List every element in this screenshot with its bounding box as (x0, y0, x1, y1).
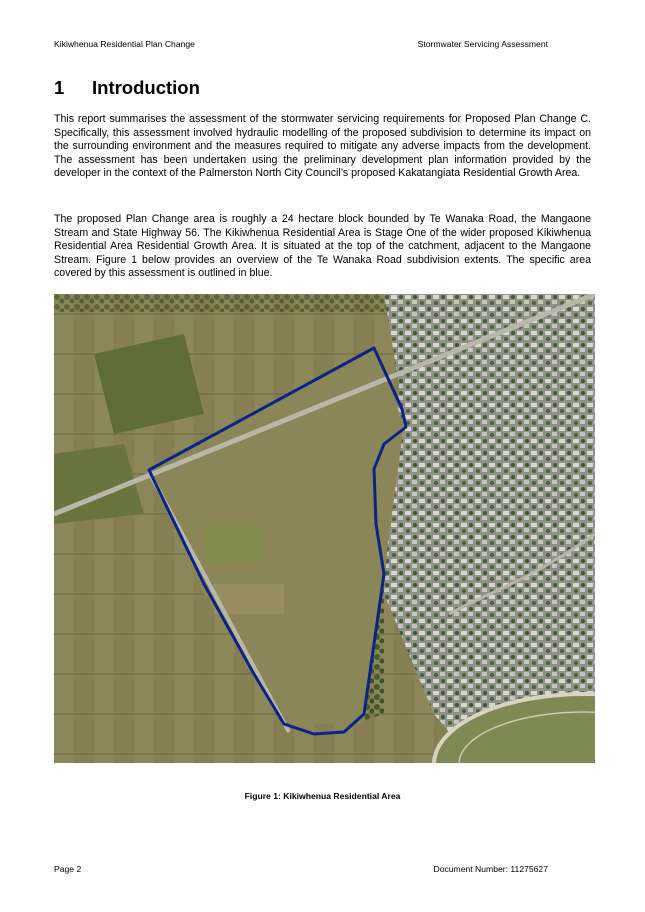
section-heading (54, 77, 200, 99)
document-number: Document Number: 11275627 (433, 864, 548, 874)
page-number: Page 2 (54, 864, 82, 874)
section-title: Introduction (92, 77, 200, 98)
intro-paragraph-1: This report summarises the assessment of the stormwater servicing requirements for Proposed Plan Change C. Specifically, this assessment involved hydraulic modelling of the proposed subdivision to determine its impact on the surrounding environment and the measures required to mitigate any adverse impacts from the development. The assessment has been undertaken using the preliminary development plan information provided by the developer in the context of the Palmerston North City Council’s proposed Kakatangiata Residential Growth Area. (54, 113, 591, 180)
intro-paragraph-2: The proposed Plan Change area is roughly a 24 hectare block bounded by Te Wanaka Road, the Mangaone Stream and State Highway 56. The Kikiwhenua Residential Area is Stage One of the wider proposed Kikiwhenua Residential Area Residential Growth Area. It is situated at the top of the catchment, adjacent to the Mangaone Stream. Figure 1 below provides an overview of the Te Wanaka Road subdivision extents. The specific area covered by this assessment is outlined in blue. (54, 213, 591, 280)
section-number: 1 (54, 77, 65, 98)
running-header-title: Kikiwhenua Residential Plan Change (54, 39, 195, 49)
figure-caption: Figure 1: Kikiwhenua Residential Area (244, 791, 401, 801)
running-header-subject: Stormwater Servicing Assessment (417, 39, 548, 49)
aerial-photo (54, 294, 595, 763)
